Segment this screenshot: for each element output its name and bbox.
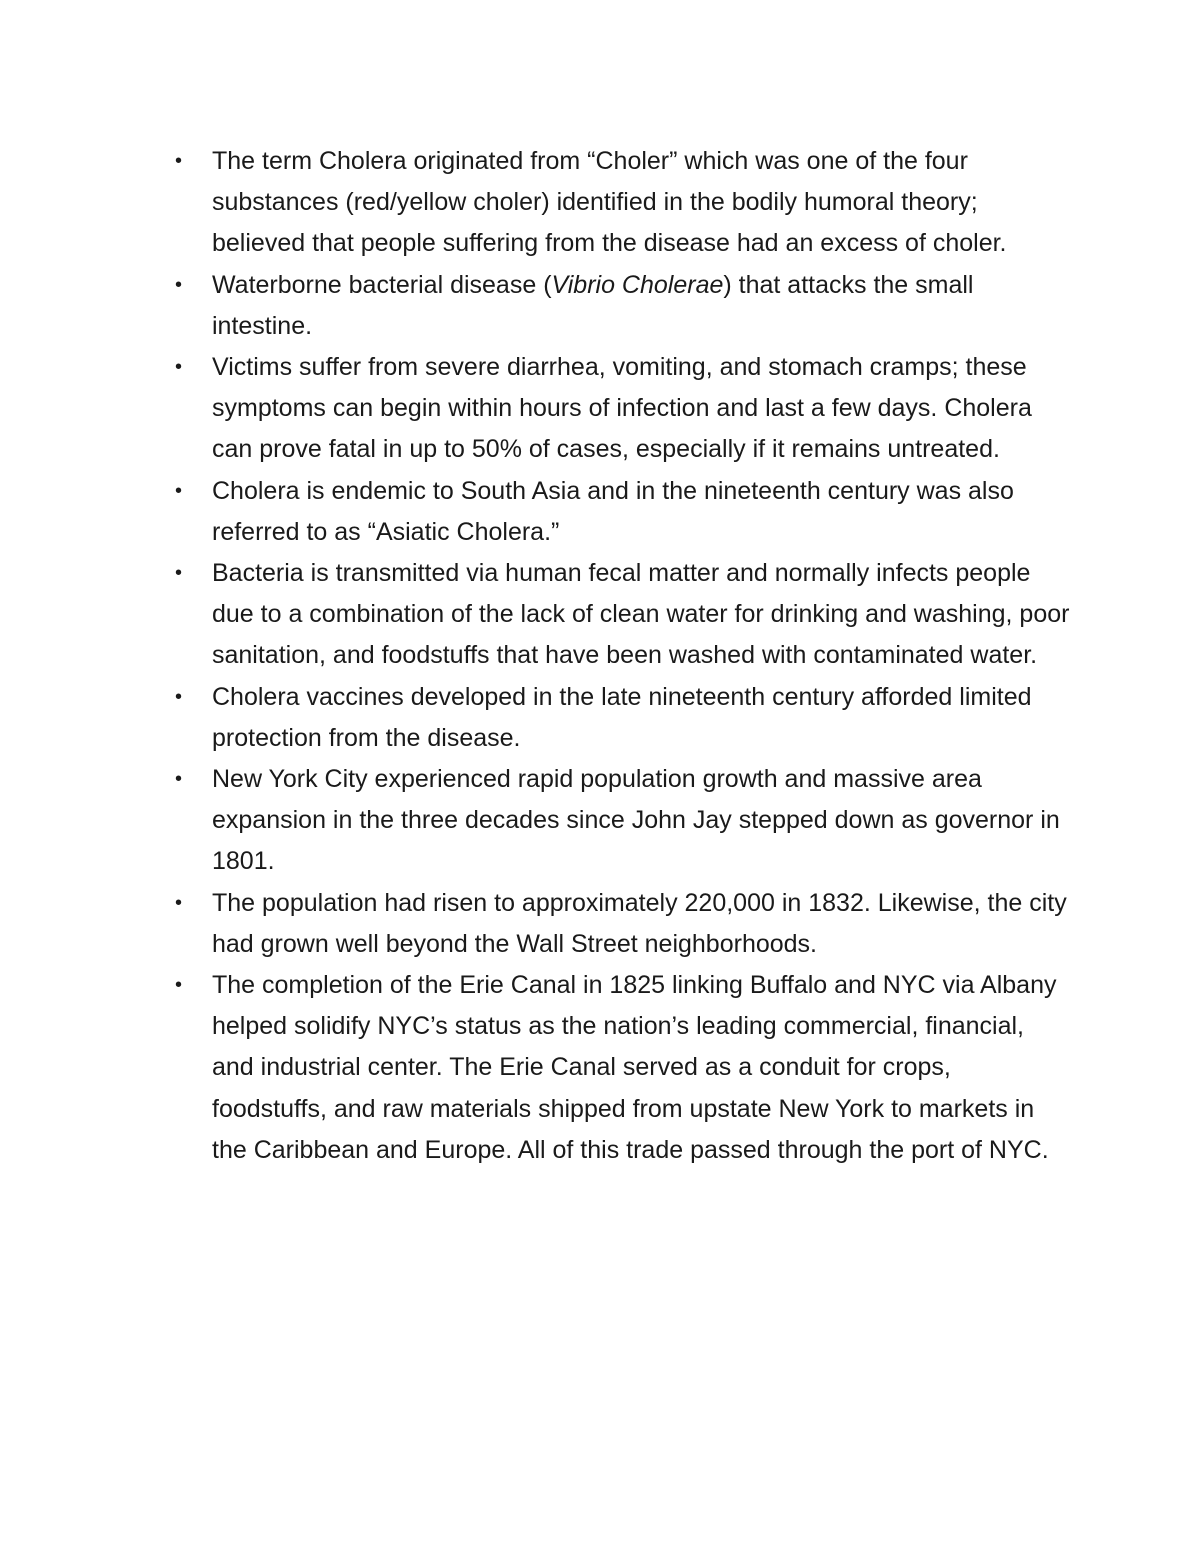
bullet-text: Cholera vaccines developed in the late nineteenth century afforded limited protection from the disease. [212, 682, 1032, 752]
bullet-item-symptoms [170, 347, 1070, 471]
bullet-icon: • [175, 562, 183, 585]
bullet-item-waterborne [170, 265, 1070, 347]
bullet-item-vaccines [170, 677, 1070, 759]
bullet-item-transmission [170, 553, 1070, 677]
bullet-text: The term Cholera originated from “Choler” which was one of the four substances (red/yellow choler) identified in the bodily humoral theory; believed that people suffering from the disease had an excess of choler. [212, 147, 1007, 258]
bullet-text-before: Waterborne bacterial disease ( [212, 270, 552, 299]
bullet-icon: • [175, 356, 183, 379]
bullet-text: The completion of the Erie Canal in 1825 linking Buffalo and NYC via Albany helped solidify NYC’s status as the nation’s leading commercial, financial, and industrial center. The Erie Canal served as a conduit for crops, foodstuffs, and raw materials shipped from upstate New York to markets in the Caribbean and Europe. All of this trade passed through the port of NYC. [212, 971, 1057, 1164]
bullet-item-choler-origin [170, 141, 1070, 265]
bullet-icon: • [175, 891, 183, 914]
bullet-text: New York City experienced rapid population growth and massive area expansion in the three decades since John Jay stepped down as governor in 1801. [212, 765, 1060, 876]
bullet-text [212, 265, 1070, 347]
bullet-item-endemic [170, 471, 1070, 553]
bullet-text: Bacteria is transmitted via human fecal matter and normally infects people due to a combination of the lack of clean water for drinking and washing, poor sanitation, and foodstuffs that have been washed with contaminated water. [212, 559, 1070, 670]
bullet-icon: • [175, 479, 183, 502]
bullet-icon: • [175, 974, 183, 997]
bullet-icon: • [175, 768, 183, 791]
bullet-text: Cholera is endemic to South Asia and in the nineteenth century was also referred to as “Asiatic Cholera.” [212, 476, 1014, 546]
bullet-icon: • [175, 685, 183, 708]
bullet-item-erie-canal [170, 965, 1070, 1171]
bullet-text: Victims suffer from severe diarrhea, vomiting, and stomach cramps; these symptoms can begin within hours of infection and last a few days. Cholera can prove fatal in up to 50% of cases, especially if it remains untreated. [212, 353, 1032, 464]
bullet-item-population [170, 883, 1070, 965]
bullet-text-after: ) that attacks the small intestine. [212, 270, 974, 340]
bullet-item-nyc-growth [170, 759, 1070, 883]
species-name: Vibrio Cholerae [551, 270, 724, 299]
bullet-icon: • [175, 150, 183, 172]
bullet-icon: • [175, 273, 183, 296]
bullet-list [170, 141, 1070, 1171]
bullet-text: The population had risen to approximately 220,000 in 1832. Likewise, the city had grown well beyond the Wall Street neighborhoods. [212, 888, 1067, 958]
